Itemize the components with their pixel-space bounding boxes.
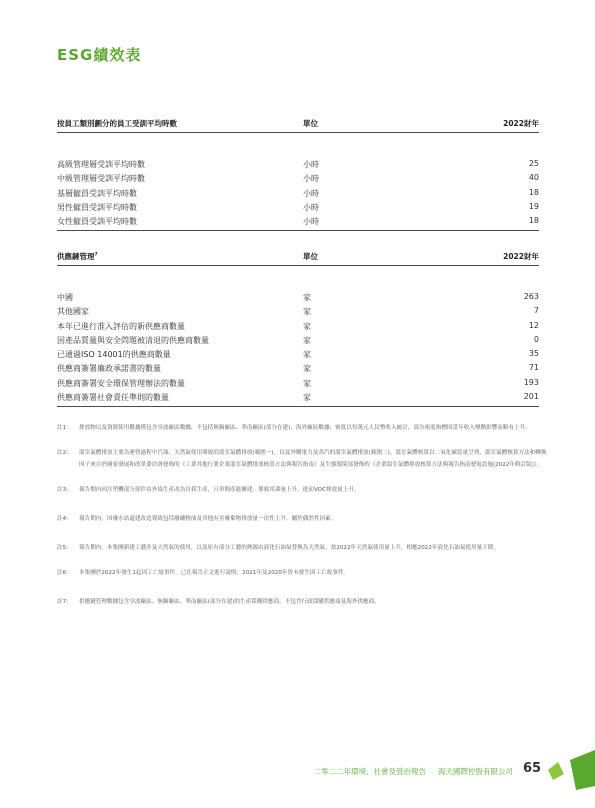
- row-value: 12: [528, 320, 539, 330]
- table-header: [57, 116, 539, 133]
- row-value: 35: [528, 349, 539, 359]
- row-value: 201: [523, 392, 539, 402]
- header-category-text: 供應鏈管理: [57, 252, 95, 261]
- table-row: [57, 376, 539, 390]
- row-label: 女性僱員受訓平均時數: [57, 217, 137, 227]
- row-value: 263: [523, 292, 539, 301]
- row-value: 71: [528, 363, 539, 373]
- table-divider: [57, 406, 539, 407]
- row-label: 供應商簽署廉政承諾書的數量: [57, 364, 161, 374]
- row-label: 本年已進行准入評估的新供應商數量: [57, 321, 185, 331]
- table-row: [57, 333, 539, 347]
- row-value: 25: [528, 159, 539, 168]
- footer-report-title: 二零二二年環境、社會及管治報告: [313, 767, 426, 776]
- row-unit: 小時: [303, 160, 319, 169]
- row-unit: 家: [303, 364, 311, 374]
- row-label: 男性僱員受訓平均時數: [57, 202, 137, 212]
- footnote: [57, 422, 547, 434]
- row-label: 基層僱員受訓平均時數: [57, 188, 137, 198]
- footnote-text: 供應鏈管理數據包含享波廠區、無錫廠區、華南廠區(部分在建)的生產採購供應商，不包含行政採購供應商及海外供應商。: [79, 599, 380, 605]
- footnote: [57, 542, 547, 554]
- row-value: 18: [528, 216, 539, 226]
- footnote-label: 註3：: [57, 487, 72, 493]
- row-unit: 小時: [303, 188, 319, 198]
- row-unit: 家: [303, 321, 311, 331]
- table-row: [57, 347, 539, 361]
- row-value: 40: [528, 173, 539, 183]
- header-unit: 單位: [303, 252, 318, 261]
- footnote: [57, 484, 547, 496]
- table-row: [57, 390, 539, 404]
- footnote-label: 註6：: [57, 570, 72, 576]
- table-row: [57, 290, 539, 304]
- row-value: 19: [528, 201, 539, 211]
- table-row: [57, 361, 539, 375]
- page-title: ESG績效表: [57, 46, 142, 64]
- large-green-shape: [570, 750, 595, 790]
- footnote: [57, 596, 547, 608]
- table-row: [57, 157, 539, 171]
- footer-company-name: 海天國際控股有限公司: [438, 767, 513, 776]
- footnote-text: 溫室氣體排放主要為運營過程中汽油、天然氣使用導致的溫室氣體排放(範圍一)，以及外購電力及蒸汽的溫室氣體排放(範圍二)。溫室氣體核算以二氧化碳當量呈列，溫室氣體核算方法和轉換因子來自於國家發展和改革委員會發佈的《工業其他行業企業溫室氣體排放核算方法與報告指南》及生態環境部發佈的《企業溫室氣體排放核算方法與報告指南發電設施(2022年修訂版)》。: [79, 450, 547, 468]
- row-value: 0: [533, 334, 539, 344]
- row-value: 193: [523, 377, 539, 387]
- row-unit: 小時: [303, 202, 319, 212]
- row-unit: 家: [303, 378, 311, 388]
- table-divider: [57, 230, 539, 231]
- footnote-marker: 7: [94, 252, 98, 258]
- row-unit: 家: [303, 307, 311, 317]
- footnote: [57, 447, 547, 471]
- table-row: [57, 171, 539, 185]
- row-value: 7: [533, 306, 539, 316]
- header-unit: 單位: [303, 119, 318, 128]
- row-label: 供應商簽署社會責任準則的數量: [57, 393, 169, 403]
- header-category: 按員工類別劃分的員工受訓平均時數: [57, 119, 177, 128]
- footnote-label: 註1：: [57, 425, 72, 431]
- table-row: [57, 304, 539, 318]
- row-label: 其他國家: [57, 307, 89, 317]
- table-row: [57, 319, 539, 333]
- row-unit: 家: [303, 393, 311, 403]
- footnote: [57, 513, 547, 525]
- row-label: 已通過ISO 14001的供應商數量: [57, 350, 171, 360]
- footnote-text: 報告期內，因廢水站還建改造導致包括廢礦物油及其他有害廢棄物排放量一次性上升，屬於偶然性因素。: [79, 516, 337, 522]
- row-unit: 家: [303, 350, 311, 360]
- table-row: [57, 214, 539, 228]
- table-row: [57, 186, 539, 200]
- footnote-text: 報告期內，本集團新建工藝涉及天然氣的使用，以及原有部分工藝的熱源由液化石油氣替換為天然氣，故2022年天然氣使用量上升，相應2022年液化石油氣使用量下降。: [79, 545, 500, 551]
- row-unit: 小時: [303, 174, 319, 184]
- footnote-label: 註2：: [57, 450, 72, 456]
- row-unit: 小時: [303, 217, 319, 227]
- footnotes: [57, 422, 547, 608]
- header-category: [57, 251, 98, 262]
- table-row: [57, 200, 539, 214]
- row-label: 高級管理層受訓平均時數: [57, 160, 145, 169]
- row-label: 因產品質量與安全問題被清退的供應商數量: [57, 335, 209, 345]
- decorative-shapes: [540, 748, 595, 808]
- footnote-label: 註4：: [57, 516, 72, 522]
- row-label: 中級管理層受訓平均時數: [57, 174, 145, 184]
- row-unit: 家: [303, 293, 311, 302]
- small-green-diamond: [548, 762, 564, 780]
- row-value: 18: [528, 187, 539, 197]
- row-label: 供應商簽署安全環保管理辦法的數量: [57, 378, 185, 388]
- table-header: [57, 249, 539, 266]
- footnote-label: 註7：: [57, 599, 72, 605]
- supply-chain-table: [57, 249, 539, 407]
- footnote-text: 報告期內因注塑機部分部件由外協生產改為自我生產，且車間產能擴建，導致用漆量上升，進而VOC排放量上升。: [79, 487, 360, 493]
- header-year: 2022財年: [503, 119, 539, 128]
- training-hours-table: [57, 116, 539, 231]
- page-number: 65: [523, 761, 542, 776]
- header-year: 2022財年: [503, 252, 539, 261]
- footnote-label: 註5：: [57, 545, 72, 551]
- footnote: [57, 567, 547, 579]
- page-footer: [314, 766, 514, 777]
- row-unit: 家: [303, 335, 311, 345]
- footnote-text: 本集團於2022年發生1起因工亡故事件，已在報告正文進行說明；2021年及2020年皆未發生因工亡故事件。: [79, 570, 350, 576]
- footnote-text: 排放物以及資源使用數據僅包含享波廠區數據，不包括無錫廠區、華南廠區(部分在建)，海外廠區數據；密度以每萬元人民幣收入統計，部分密度指標因當年收入變動影響而略有上升。: [79, 425, 531, 431]
- row-label: 中國: [57, 293, 73, 302]
